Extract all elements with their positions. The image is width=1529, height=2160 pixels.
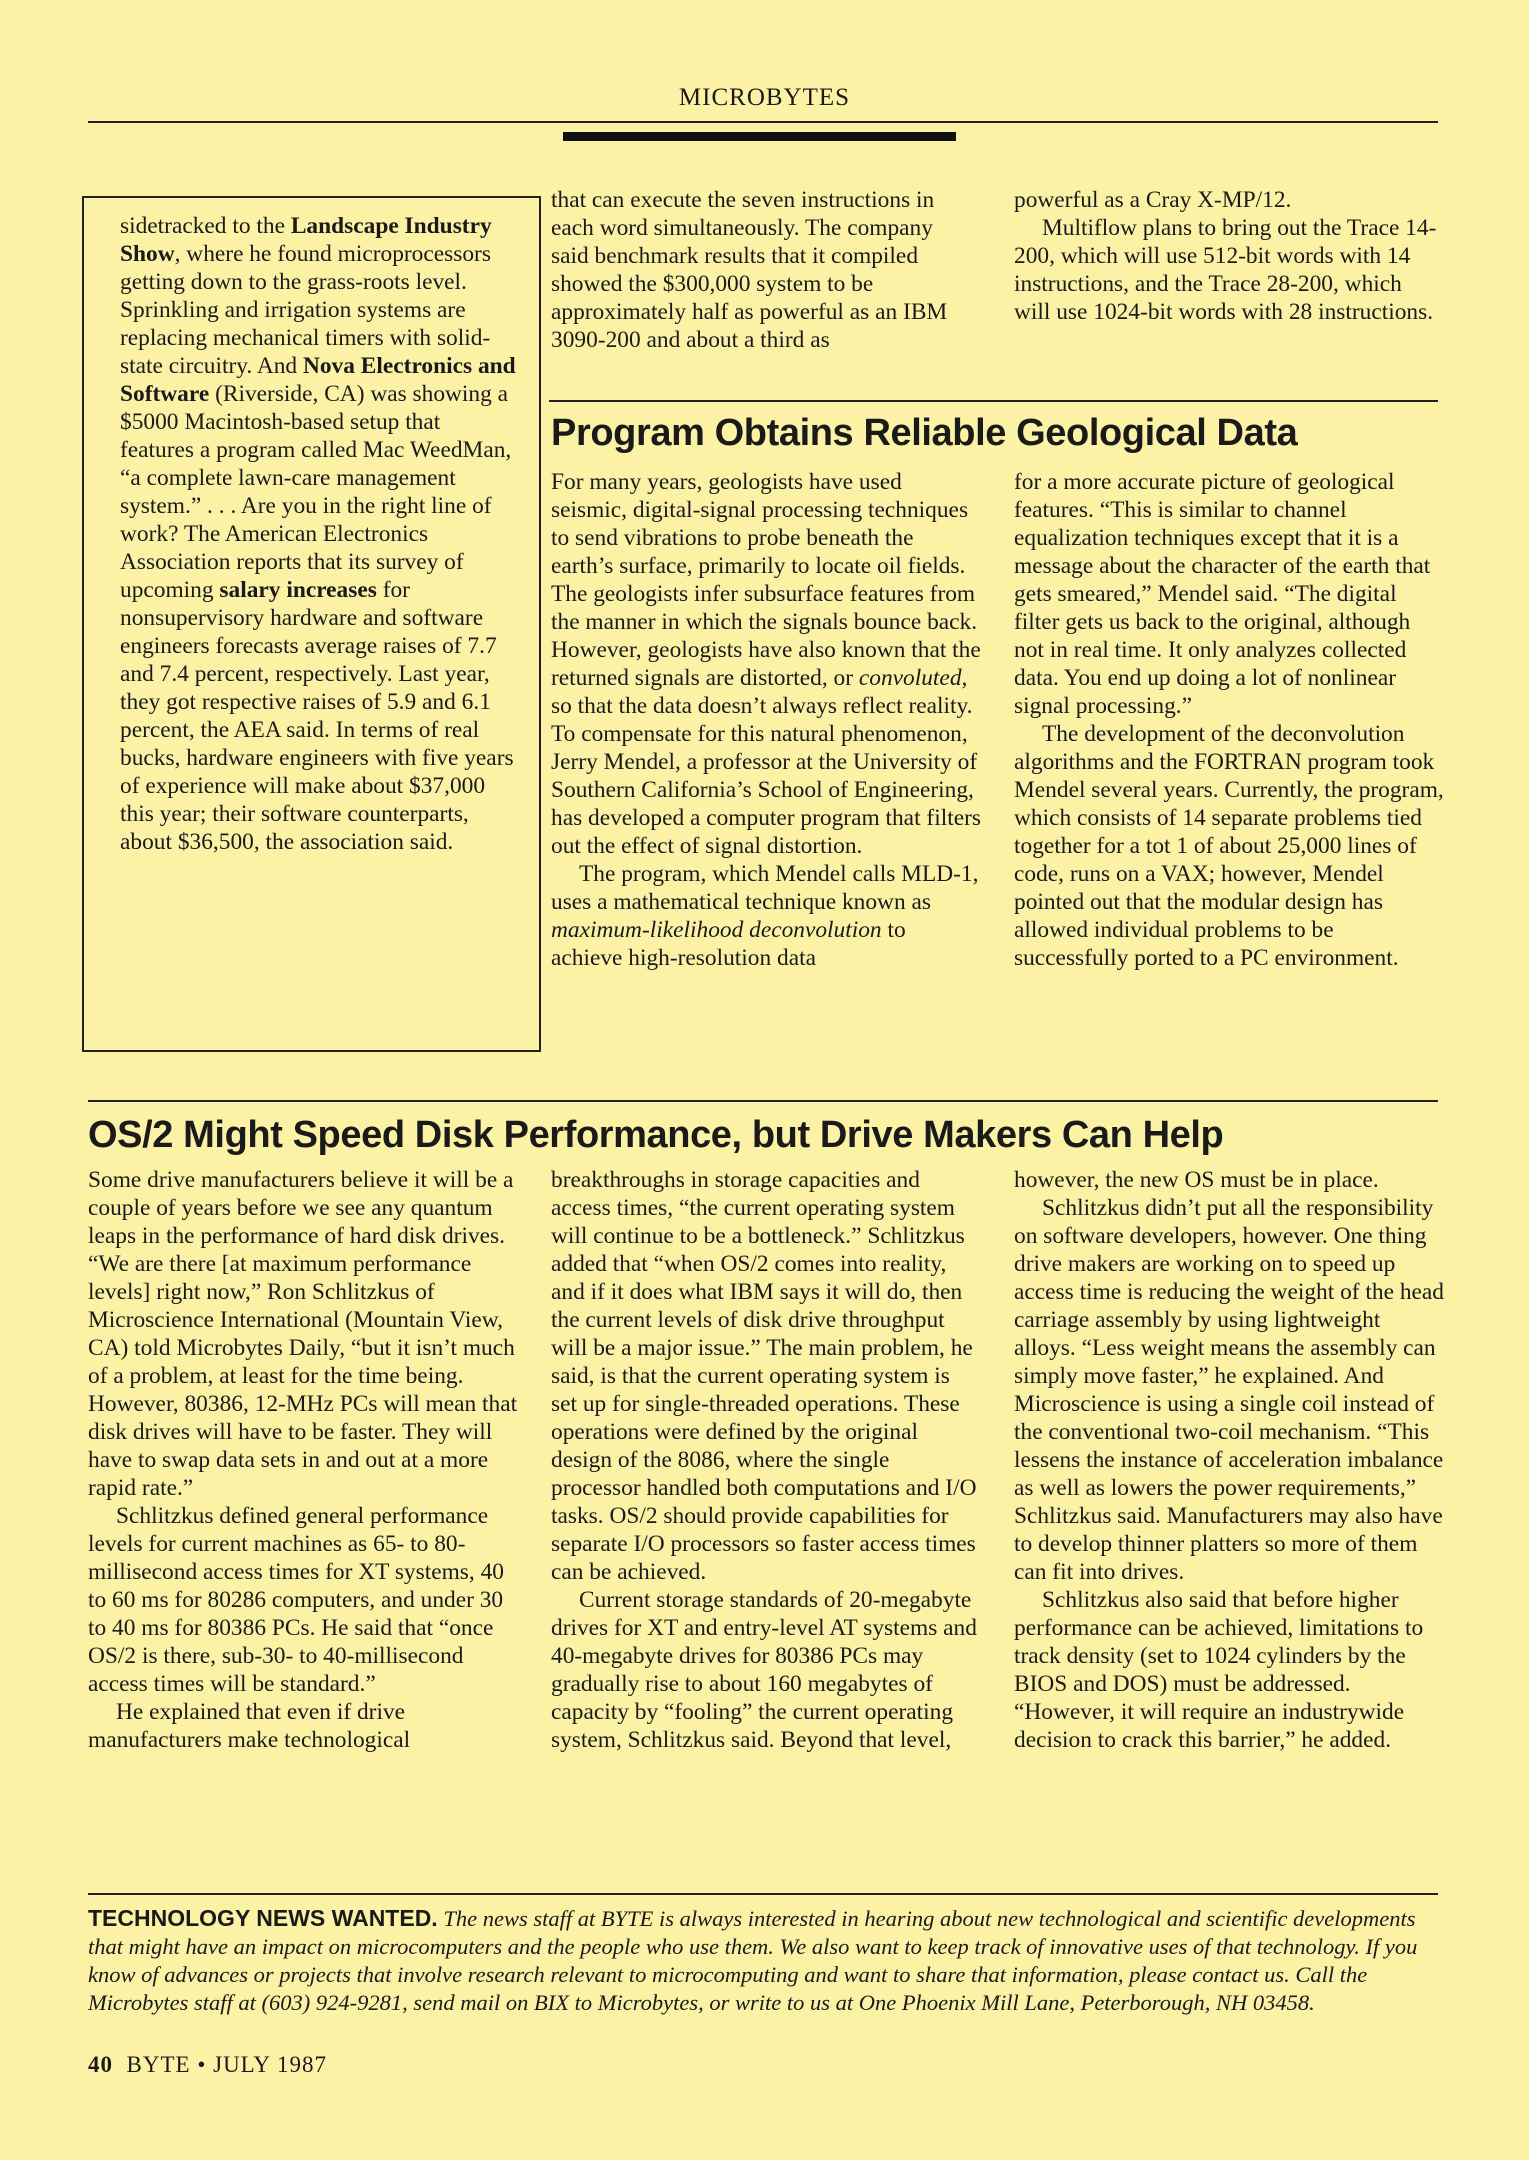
sidebar-paragraph: sidetracked to the Landscape Industry Show, where he found microprocessors getting down to the grass-roots level. Sprinkling and irrigation systems are replacing mechanical timers with solid-state circuitry. And Nova Electronics and Software (Riverside, CA) was showing a $5000 Macintosh-based setup that features a program called Mac WeedMan, “a complete lawn-care management system.” . . . Are you in the right line of work? The American Electronics Association reports that its survey of upcoming salary increases for nonsupervisory hardware and software engineers forecasts average raises of 7.7 and 7.4 percent, respectively. Last year, they got respective raises of 5.9 and 6.1 percent, the AEA said. In terms of real bucks, hardware engineers with five years of experience will make about $37,000 this year; their software counterparts, about $36,500, the association said. xyxy=(120,213,516,855)
bold-run: Nova Electronics and Software xyxy=(120,353,516,407)
multiflow-paragraph: powerful as a Cray X-MP/12. xyxy=(1014,187,1292,213)
news-wanted xyxy=(88,1904,1444,2017)
sidebar-text xyxy=(120,212,520,856)
geo-title: Program Obtains Reliable Geological Data xyxy=(551,412,1298,454)
bold-run: salary increases xyxy=(219,577,377,603)
multiflow-paragraph: Multiflow plans to bring out the Trace 14-200, which will use 512-bit words with 14 instructions, and the Trace 28-200, which will use 1024-bit words with 28 instructions. xyxy=(1014,215,1437,325)
news-rule xyxy=(88,1893,1438,1895)
geo-paragraph: For many years, geologists have used seismic, digital-signal processing techniques to send vibrations to probe beneath the earth’s surface, primarily to locate oil fields. The geologists infer subsurface features from the manner in which the signals bounce back. However, geologists have also known that the returned signals are distorted, or convoluted, so that the data doesn’t always reflect reality. To compensate for this natural phenomenon, Jerry Mendel, a professor at the University of Southern California’s School of Engineering, has developed a computer program that filters out the effect of signal distortion. xyxy=(551,469,981,859)
os2-paragraph: however, the new OS must be in place. xyxy=(1014,1167,1379,1193)
os2-paragraph: breakthroughs in storage capacities and access times, “the current operating system will continue to be a bottleneck.” Schlitzkus added that “when OS/2 comes into reality, and if it does what IBM says it will do, then the current levels of disk drive throughput will be a major issue.” The main problem, he said, is that the current operating system is set up for single-threaded operations. These operations were defined by the original design of the 8086, where the single processor handled both computations and I/O tasks. OS/2 should provide capabilities for separate I/O processors so faster access times can be achieved. xyxy=(551,1167,977,1585)
os2-paragraph: Schlitzkus defined general performance levels for current machines as 65- to 80-millisecond access times for XT systems, 40 to 60 ms for 80286 computers, and under 30 to 40 ms for 80386 PCs. He said that “once OS/2 is there, sub-30- to 40-millisecond access times will be standard.” xyxy=(88,1503,504,1697)
os2-rule xyxy=(88,1100,1438,1102)
os2-col1 xyxy=(88,1166,518,1754)
os2-paragraph: Schlitzkus didn’t put all the responsibility on software developers, however. One thing drive makers are working on to speed up access time is reducing the weight of the head carriage assembly by using lightweight alloys. “Less weight means the assembly can simply move faster,” he explained. And Microscience is using a single coil instead of the conventional two-coil mechanism. “This lessens the instance of acceleration imbalance as well as lowers the power requirements,” Schlitzkus said. Manufacturers may also have to develop thinner platters so more of them can fit into drives. xyxy=(1014,1195,1444,1585)
magazine-name: BYTE xyxy=(126,2052,191,2077)
geo-paragraph: The development of the deconvolution algorithms and the FORTRAN program took Mendel several years. Currently, the program, which consists of 14 separate problems tied together for a tot 1 of about 25,000 lines of code, runs on a VAX; however, Mendel pointed out that the modular design has allowed individual problems to be successfully ported to a PC environment. xyxy=(1014,721,1444,971)
multiflow-col2 xyxy=(1014,186,1444,326)
page-number: 40 xyxy=(88,2052,113,2077)
os2-paragraph: Some drive manufacturers believe it will be a couple of years before we see any quantum leaps in the performance of hard disk drives. “We are there [at maximum performance levels] right now,” Ron Schlitzkus of Microscience International (Mountain View, CA) told Microbytes Daily, “but it isn’t much of a problem, at least for the time being. However, 80386, 12-MHz PCs will mean that disk drives will have to be faster. They will have to swap data sets in and out at a more rapid rate.” xyxy=(88,1167,518,1501)
os2-col2 xyxy=(551,1166,981,1754)
italic-run: convoluted, xyxy=(858,665,968,691)
geo-paragraph: The program, which Mendel calls MLD-1, uses a mathematical technique known as maximum-likelihood deconvolution to achieve high-resolution data xyxy=(551,861,979,971)
bold-run: Landscape Industry Show xyxy=(120,213,492,267)
news-wanted-lead: TECHNOLOGY NEWS WANTED. xyxy=(88,1905,438,1931)
page-footer: 40 BYTE • JULY 1987 xyxy=(88,2052,327,2077)
italic-run: maximum-likelihood deconvolution xyxy=(551,917,882,943)
header-bar xyxy=(563,132,956,141)
multiflow-col1 xyxy=(551,186,976,354)
geo-col2 xyxy=(1014,468,1444,972)
multiflow-paragraph: that can execute the seven instructions in each word simultaneously. The company said benchmark results that it compiled showed the $300,000 system to be approximately half as powerful as an IBM 3090-200 and about a third as xyxy=(551,187,948,353)
news-wanted-body: The news staff at BYTE is always interested in hearing about new technological and scientific developments that might have an impact on microcomputers and the people who use them. We also want to keep track of innovative uses of that technology. If you know of advances or projects that involve research relevant to microcomputing and want to share that information, please contact us. Call the Microbytes staff at (603) 924-9281, send mail on BIX to Microbytes, or write to us at One Phoenix Mill Lane, Peterborough, NH 03458. xyxy=(88,1906,1418,2015)
os2-paragraph: Schlitzkus also said that before higher performance can be achieved, limitations to track density (set to 1024 cylinders by the BIOS and DOS) must be addressed. “However, it will require an industrywide decision to crack this barrier,” he added. xyxy=(1014,1587,1424,1753)
geo-col1 xyxy=(551,468,981,972)
os2-paragraph: Current storage standards of 20-megabyte drives for XT and entry-level AT systems and 40-megabyte drives for 80386 PCs may gradually rise to about 160 megabytes of capacity by “fooling” the current operating system, Schlitzkus said. Beyond that level, xyxy=(551,1587,977,1753)
os2-title: OS/2 Might Speed Disk Performance, but Drive Makers Can Help xyxy=(88,1114,1224,1156)
section-title: MICROBYTES xyxy=(678,84,851,111)
geo-paragraph: for a more accurate picture of geological features. “This is similar to channel equalization techniques except that it is a message about the character of the earth that gets smeared,” Mendel said. “The digital filter gets us back to the original, although not in real time. It only analyzes collected data. You end up doing a lot of nonlinear signal processing.” xyxy=(1014,469,1431,719)
os2-paragraph: He explained that even if drive manufacturers make technological xyxy=(88,1699,411,1753)
os2-col3 xyxy=(1014,1166,1444,1754)
geo-rule xyxy=(549,400,1438,402)
issue-date: JULY 1987 xyxy=(213,2052,327,2077)
header-rule xyxy=(88,121,1438,123)
